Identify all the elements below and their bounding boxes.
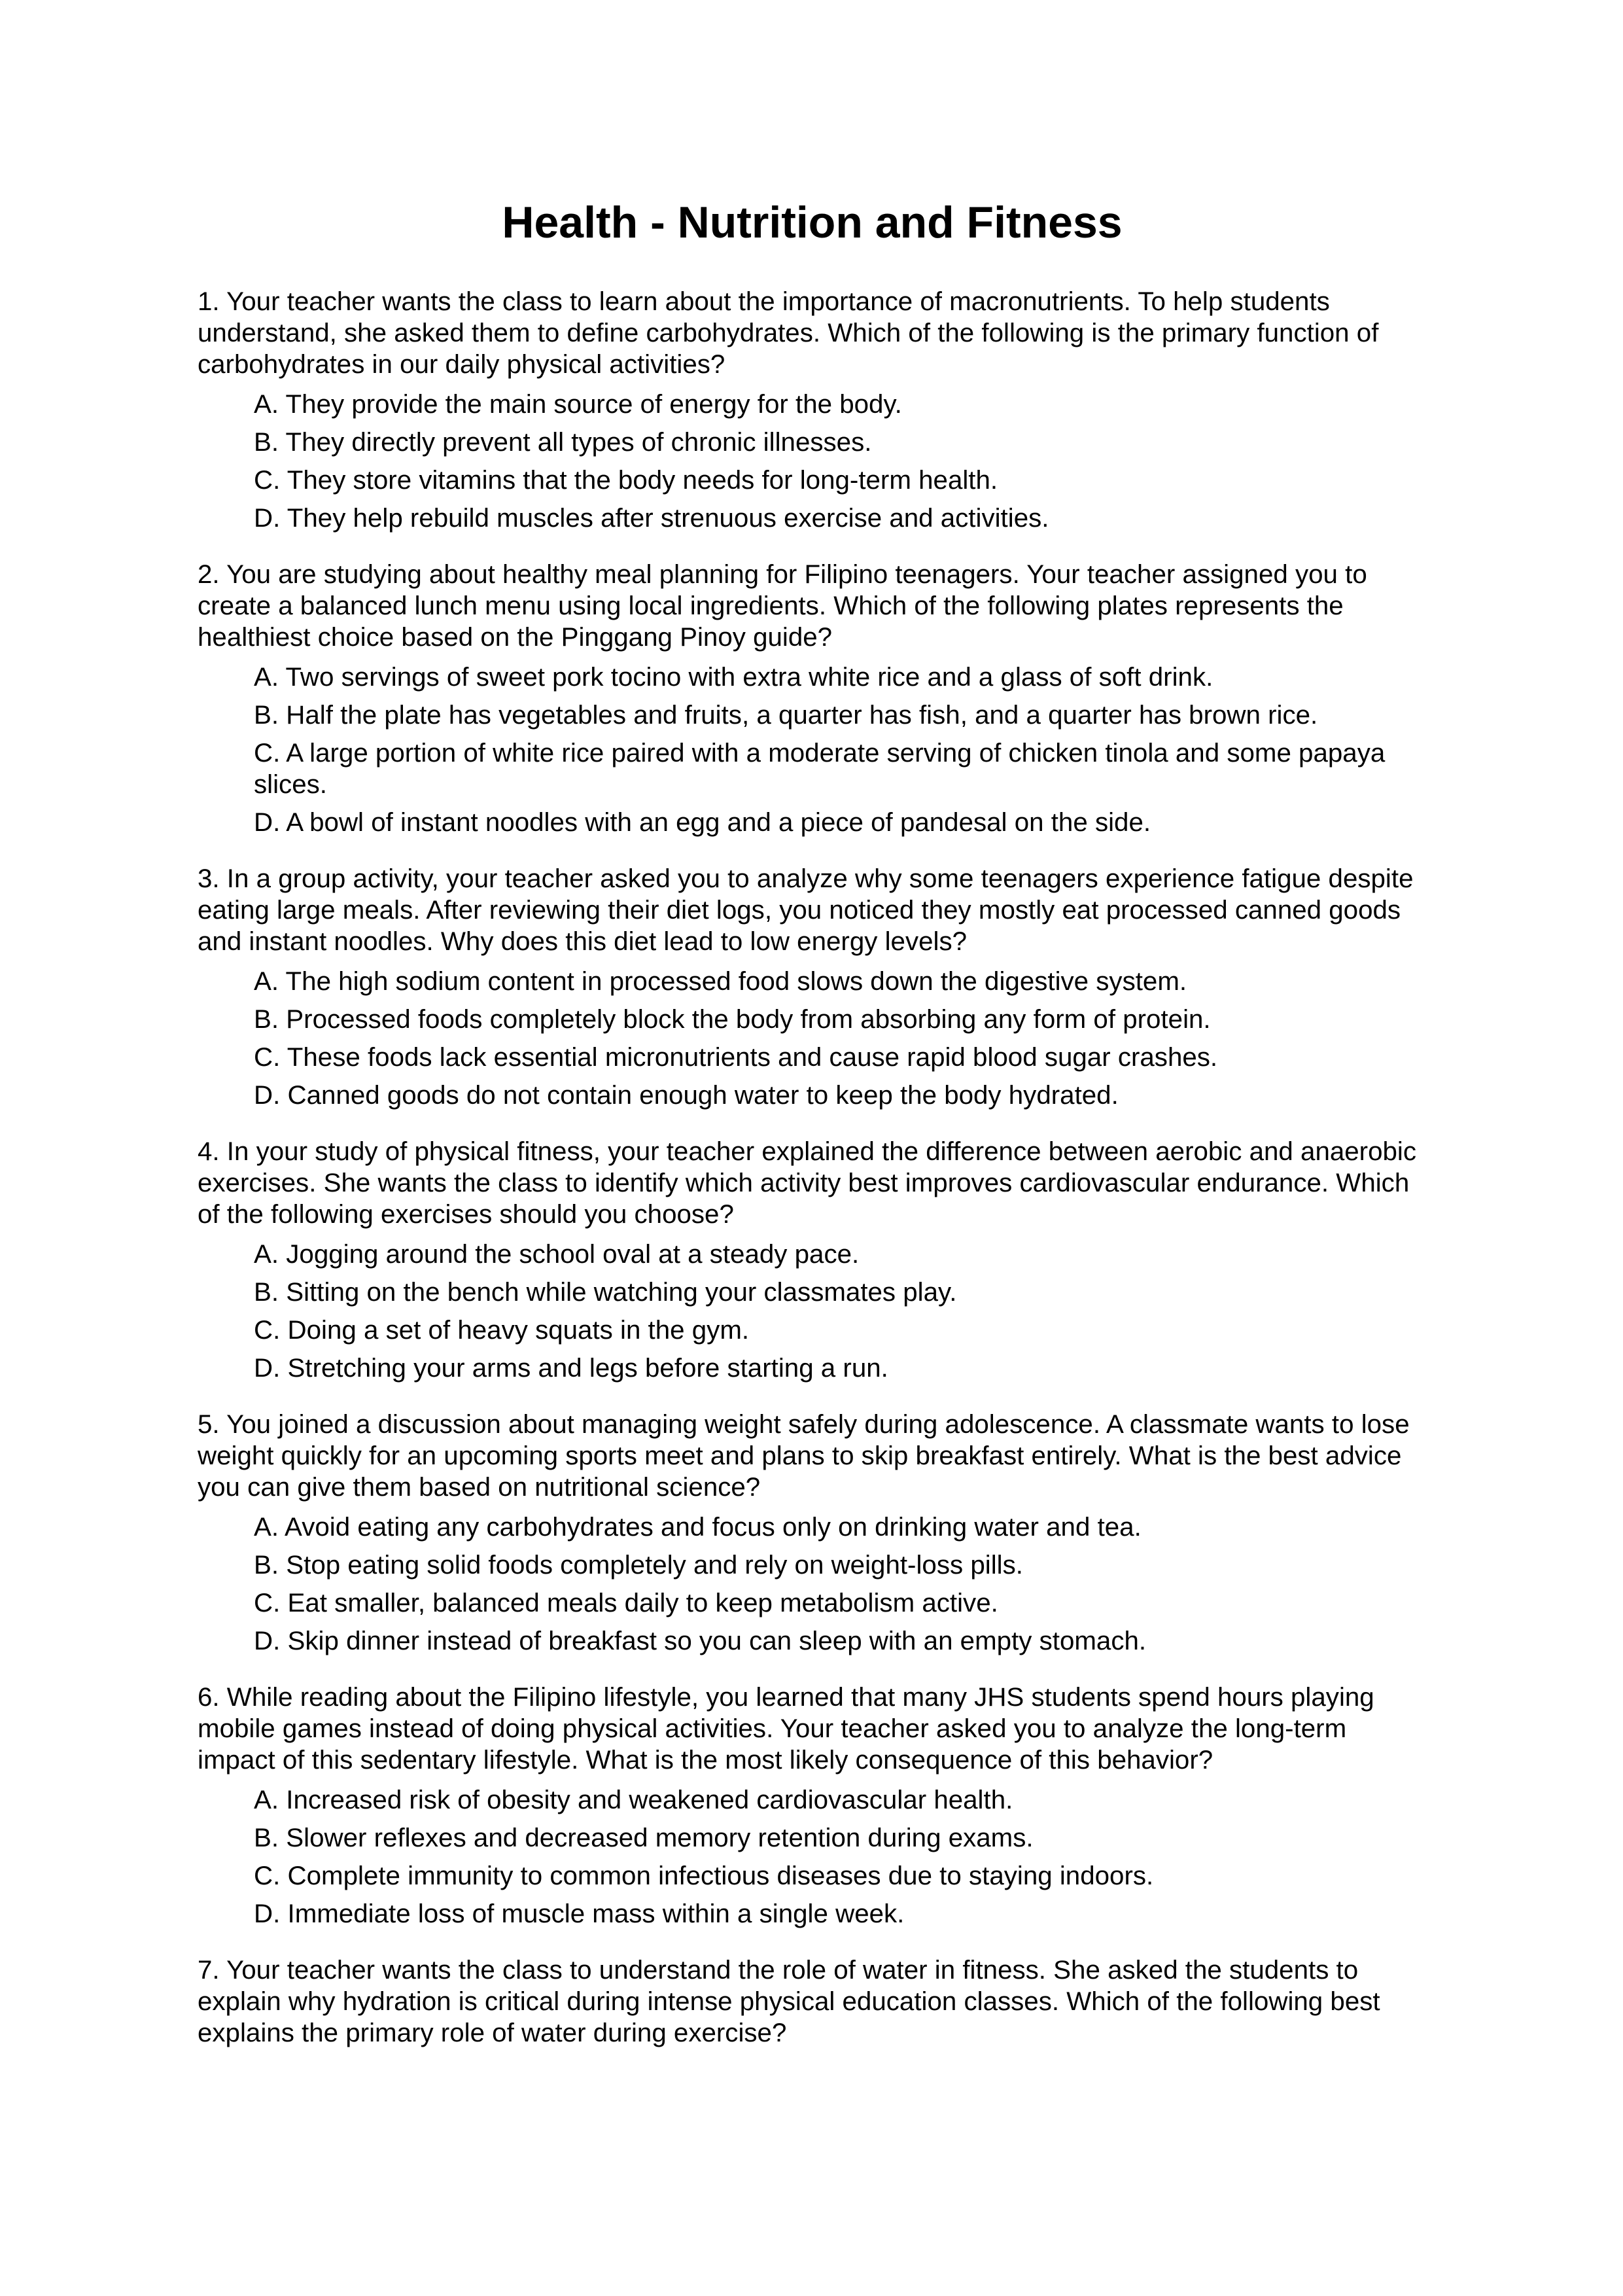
answer-options [198, 1784, 1427, 1930]
question-3 [198, 863, 1427, 1111]
question-text: 1. Your teacher wants the class to learn about the importance of macronutrients. To help students understand, she asked them to define carbohydrates. Which of the following is the primary function of carbohydrates in our daily physical activities? [198, 287, 1379, 379]
option-a: A. They provide the main source of energy for the body. [254, 389, 902, 419]
option-b: B. Sitting on the bench while watching your classmates play. [254, 1277, 957, 1307]
option-c: C. Complete immunity to common infectious diseases due to staying indoors. [254, 1861, 1154, 1890]
question-2 [198, 559, 1427, 838]
question-7 [198, 1954, 1427, 2049]
answer-options [198, 662, 1427, 838]
question-text: 7. Your teacher wants the class to understand the role of water in fitness. She asked the students to explain why hydration is critical during intense physical education classes. Which of the following best explains the primary role of water during exercise? [198, 1955, 1380, 2047]
answer-options [198, 1511, 1427, 1657]
option-d: D. Stretching your arms and legs before starting a run. [254, 1353, 888, 1383]
option-c: C. A large portion of white rice paired with a moderate serving of chicken tinola and some papaya slices. [254, 738, 1386, 799]
option-c: C. Eat smaller, balanced meals daily to keep metabolism active. [254, 1588, 998, 1617]
option-b: B. Processed foods completely block the body from absorbing any form of protein. [254, 1004, 1211, 1034]
option-a: A. Jogging around the school oval at a steady pace. [254, 1239, 860, 1269]
option-b: B. They directly prevent all types of chronic illnesses. [254, 427, 872, 457]
question-5 [198, 1409, 1427, 1657]
option-d: D. Immediate loss of muscle mass within a single week. [254, 1899, 905, 1928]
question-1 [198, 286, 1427, 534]
option-b: B. Slower reflexes and decreased memory retention during exams. [254, 1823, 1034, 1852]
option-c: C. These foods lack essential micronutrients and cause rapid blood sugar crashes. [254, 1042, 1218, 1072]
option-c: C. They store vitamins that the body needs for long-term health. [254, 465, 998, 495]
option-d: D. Skip dinner instead of breakfast so you can sleep with an empty stomach. [254, 1626, 1147, 1655]
option-b: B. Stop eating solid foods completely and rely on weight-loss pills. [254, 1550, 1023, 1580]
question-text: 3. In a group activity, your teacher asked you to analyze why some teenagers experience fatigue despite eating large meals. After reviewing their diet logs, you noticed they mostly eat processed canned goods and instant noodles. Why does this diet lead to low energy levels? [198, 864, 1414, 956]
option-c: C. Doing a set of heavy squats in the gym. [254, 1315, 750, 1345]
option-d: D. They help rebuild muscles after strenuous exercise and activities. [254, 503, 1049, 533]
option-a: A. Avoid eating any carbohydrates and focus only on drinking water and tea. [254, 1512, 1142, 1542]
option-a: A. The high sodium content in processed food slows down the digestive system. [254, 966, 1187, 996]
question-text: 2. You are studying about healthy meal planning for Filipino teenagers. Your teacher assigned you to create a balanced lunch menu using local ingredients. Which of the following plates represents the healthiest choice based on the Pinggang Pinoy guide? [198, 559, 1367, 652]
option-b: B. Half the plate has vegetables and fruits, a quarter has fish, and a quarter has brown rice. [254, 700, 1318, 730]
question-text: 5. You joined a discussion about managing weight safely during adolescence. A classmate wants to lose weight quickly for an upcoming sports meet and plans to skip breakfast entirely. What is the best advice you can give them based on nutritional science? [198, 1409, 1410, 1502]
option-d: D. Canned goods do not contain enough water to keep the body hydrated. [254, 1080, 1119, 1110]
option-d: D. A bowl of instant noodles with an egg and a piece of pandesal on the side. [254, 807, 1151, 837]
answer-options [198, 1239, 1427, 1384]
question-text: 6. While reading about the Filipino lifestyle, you learned that many JHS students spend hours playing mobile games instead of doing physical activities. Your teacher asked you to analyze the long-term impact of this sedentary lifestyle. What is the most likely consequence of this behavior? [198, 1682, 1374, 1775]
page-title: Health - Nutrition and Fitness [502, 198, 1123, 247]
question-6 [198, 1682, 1427, 1930]
option-a: A. Increased risk of obesity and weakened cardiovascular health. [254, 1785, 1013, 1814]
option-a: A. Two servings of sweet pork tocino with extra white rice and a glass of soft drink. [254, 662, 1213, 692]
answer-options [198, 389, 1427, 534]
question-4 [198, 1136, 1427, 1384]
answer-options [198, 966, 1427, 1111]
question-text: 4. In your study of physical fitness, your teacher explained the difference between aerobic and anaerobic exercises. She wants the class to identify which activity best improves cardiovascular endurance. Which of the following exercises should you choose? [198, 1137, 1417, 1229]
